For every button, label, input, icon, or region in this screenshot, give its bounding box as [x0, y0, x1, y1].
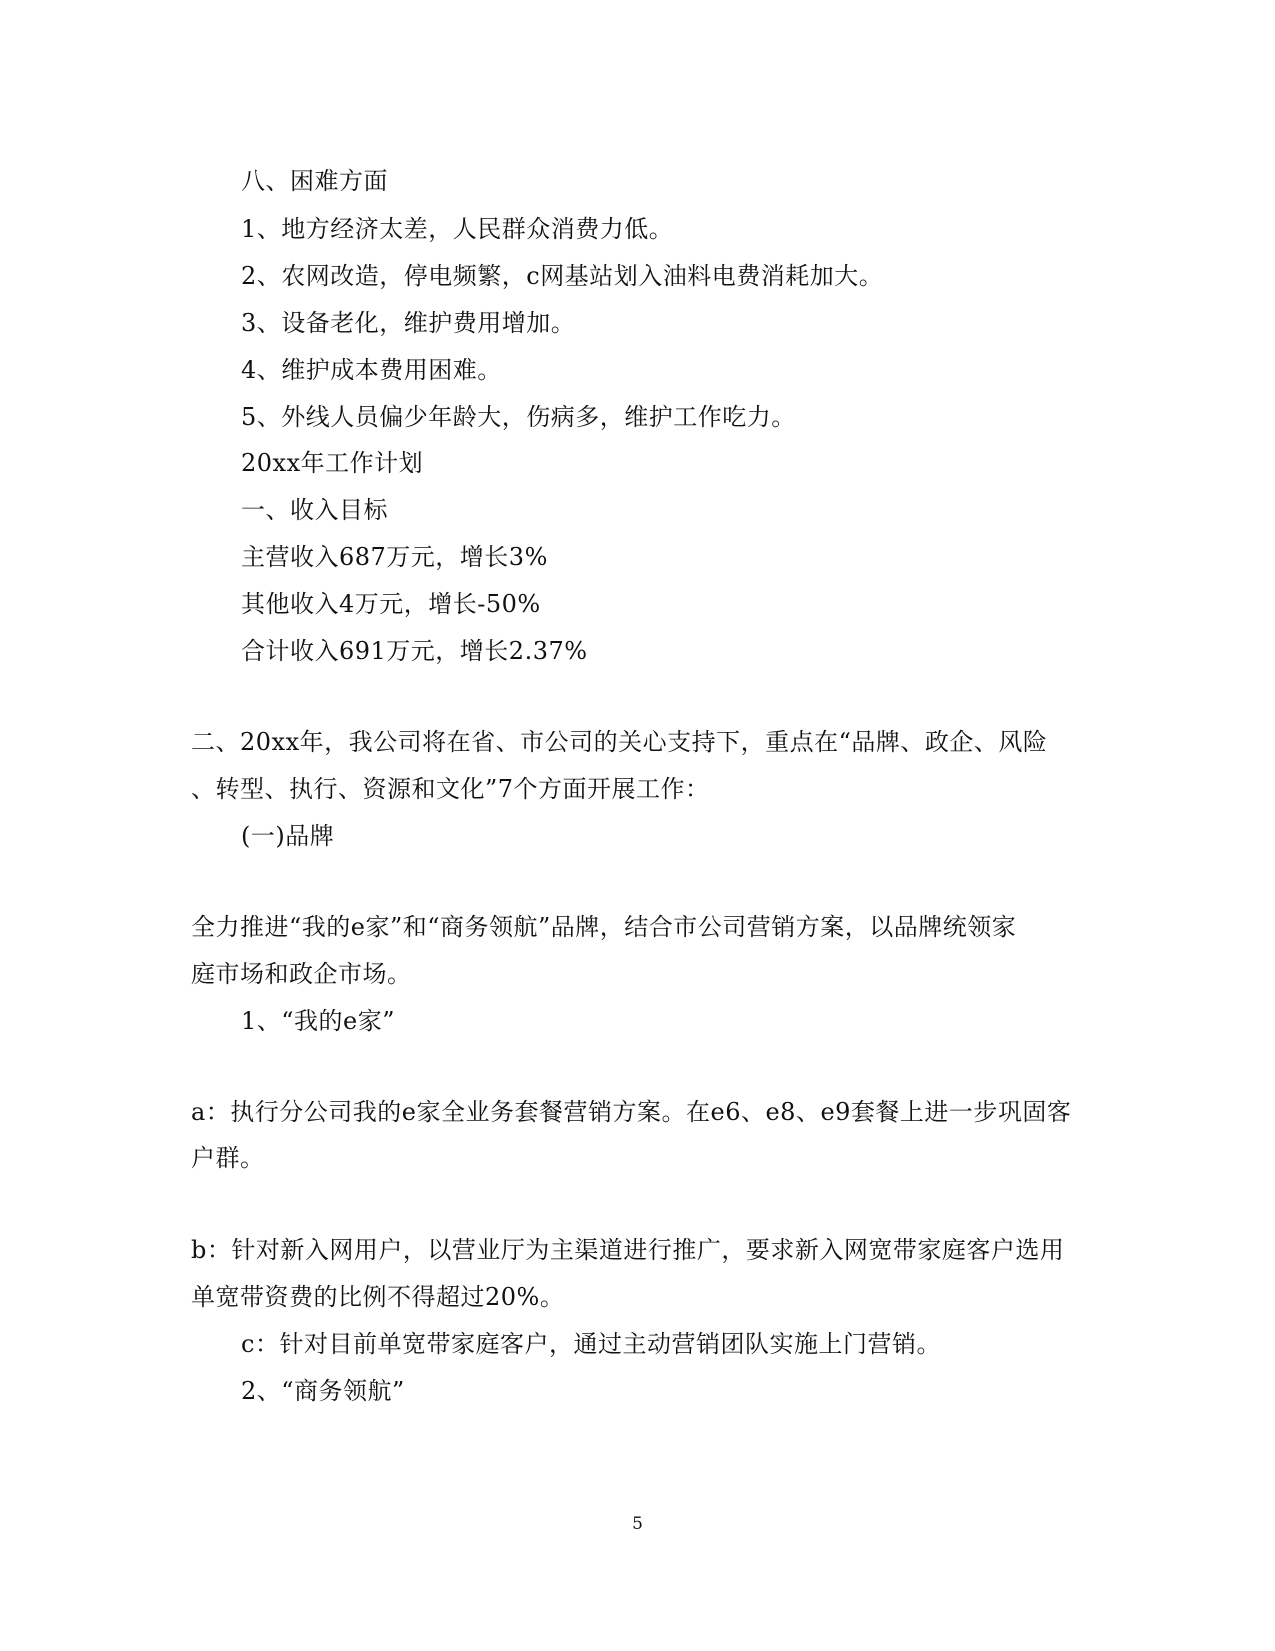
page-number: 5 [632, 1514, 643, 1534]
brand-paragraph-line-2: 庭市场和政企市场。 [191, 960, 412, 988]
item-b-line-2: 单宽带资费的比例不得超过20%。 [191, 1283, 565, 1311]
difficulty-item-2: 2、农网改造，停电频繁，c网基站划入油料电费消耗加大。 [241, 262, 884, 290]
brand-paragraph-line-1: 全力推进“我的e家”和“商务领航”品牌，结合市公司营销方案，以品牌统领家 [191, 913, 1017, 941]
section-heading-difficulties: 八、困难方面 [241, 167, 388, 195]
income-total: 合计收入691万元，增长2.37% [241, 637, 588, 665]
difficulty-item-4: 4、维护成本费用困难。 [241, 356, 502, 384]
brand-heading: (一)品牌 [241, 822, 335, 850]
section-two-paragraph-line-1: 二、20xx年，我公司将在省、市公司的关心支持下，重点在“品牌、政企、风险 [191, 728, 1048, 756]
my-e-home-heading: 1、“我的e家” [241, 1007, 396, 1035]
business-navigation-heading: 2、“商务领航” [241, 1377, 405, 1405]
difficulty-item-3: 3、设备老化，维护费用增加。 [241, 309, 576, 337]
difficulty-item-1: 1、地方经济太差，人民群众消费力低。 [241, 215, 674, 243]
item-c: c：针对目前单宽带家庭客户，通过主动营销团队实施上门营销。 [241, 1330, 941, 1358]
section-two-paragraph-line-2: 、转型、执行、资源和文化”7个方面开展工作： [191, 775, 710, 803]
work-plan-heading: 20xx年工作计划 [241, 449, 424, 477]
income-main: 主营收入687万元，增长3% [241, 543, 548, 571]
item-a-line-1: a：执行分公司我的e家全业务套餐营销方案。在e6、e8、e9套餐上进一步巩固客 [191, 1098, 1072, 1126]
item-a-line-2: 户群。 [191, 1144, 265, 1172]
item-b-line-1: b：针对新入网用户，以营业厅为主渠道进行推广，要求新入网宽带家庭客户选用 [191, 1236, 1065, 1264]
income-other: 其他收入4万元，增长-50% [241, 590, 541, 618]
difficulty-item-5: 5、外线人员偏少年龄大，伤病多，维护工作吃力。 [241, 403, 796, 431]
income-target-heading: 一、收入目标 [241, 496, 388, 524]
